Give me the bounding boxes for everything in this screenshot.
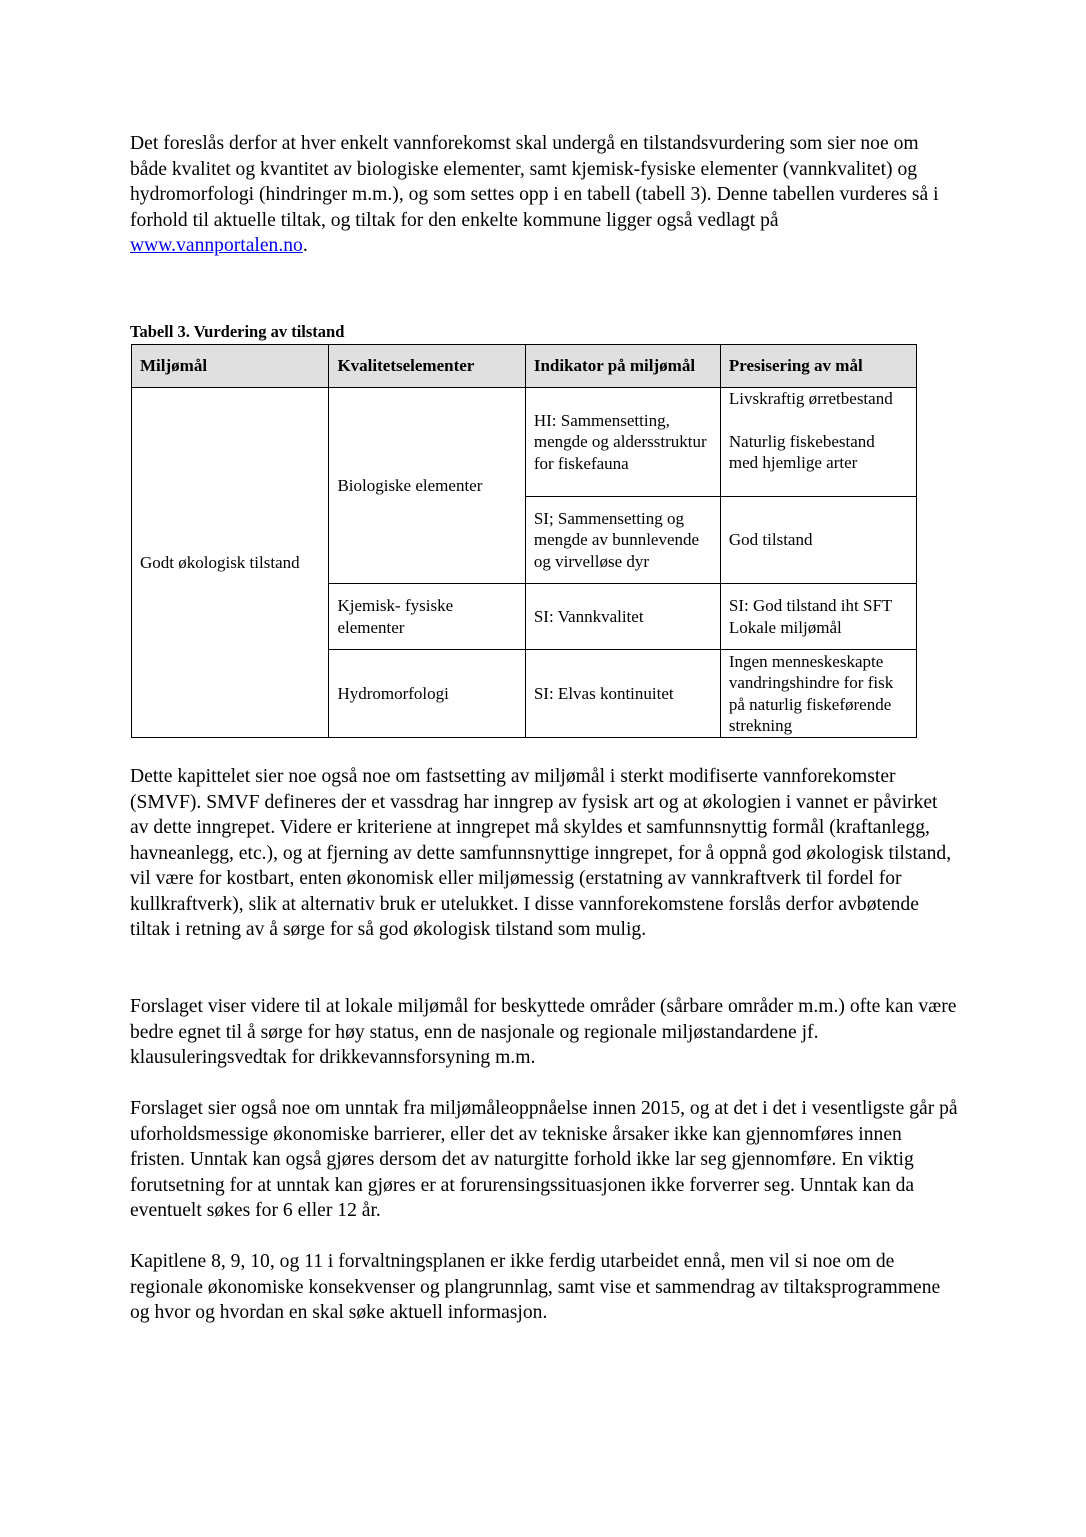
element-chem-cell: Kjemisk- fysiske elementer [329, 584, 525, 650]
exceptions-paragraph: Forslaget sier også noe om unntak fra miljømåleoppnåelse innen 2015, og at det i det i vesentligste går på uforholdsmessige økonomiske barrierer, eller det av tekniske årsaker ikke kan gjennomføres innen fristen. Unntak kan også gjøres dersom det av naturgitte forhold ikke lar seg gjennomføre. En viktig forutsetning for at unntak kan gjøres er at forurensingssituasjonen ikke forverrer seg. Unntak kan da eventuelt søkes for 6 eller 12 år. [130, 1098, 958, 1221]
table-caption: Tabell 3. Vurdering av tilstand [130, 322, 345, 341]
indicator-cell: SI: Vannkvalitet [525, 584, 720, 650]
table-header-row [132, 345, 917, 388]
table-row [132, 388, 917, 497]
header-kvalitetselementer: Kvalitetselementer [329, 345, 525, 388]
intro-paragraph [130, 131, 960, 259]
precision-line: SI: God tilstand iht SFT [728, 596, 893, 615]
precision-cell: Ingen menneskeskapte vandringshindre for fisk på naturlig fiskeførende strekning [720, 650, 916, 738]
precision-cell [720, 388, 916, 497]
intro-text: Det foreslås derfor at hver enkelt vannforekomst skal undergå en tilstandsvurdering som sier noe om både kvalitet og kvantitet av biologiske elementer, samt kjemisk-fysiske elementer (vannkvalitet) og hydromorfologi (hindringer m.m.), og som settes opp i en tabell (tabell 3). Denne tabellen vurderes så i forhold til aktuelle tiltak, og tiltak for den enkelte kommune ligger også vedlagt på [130, 133, 939, 231]
intro-end: . [302, 235, 308, 256]
chapters-paragraph: Kapitlene 8, 9, 10, og 11 i forvaltningsplanen er ikke ferdig utarbeidet ennå, men vil si noe om de regionale økonomiske konsekvenser og plangrunnlag, samt vise et sammendrag av tiltaksprogrammene og hvor og hvordan en skal søke aktuell informasjon. [130, 1251, 941, 1323]
indicator-cell: SI: Elvas kontinuitet [525, 650, 720, 738]
assessment-table [131, 344, 917, 738]
header-presisering: Presisering av mål [720, 345, 916, 388]
element-hydro-cell: Hydromorfologi [329, 650, 525, 738]
precision-line: Lokale miljømål [728, 617, 842, 637]
precision-cell [720, 584, 916, 650]
local-goals-paragraph: Forslaget viser videre til at lokale miljømål for beskyttede områder (sårbare områder m.m.) ofte kan være bedre egnet til å sørge for høy status, enn de nasjonale og regionale miljøstandardene jf. klausuleringsvedtak for drikkevannsforsyning m.m. [130, 996, 957, 1068]
precision-cell: God tilstand [720, 497, 916, 584]
precision-line: Livskraftig ørretbestand [728, 389, 893, 408]
precision-line: Naturlig fiskebestand med hjemlige arter [728, 431, 875, 472]
header-indikator: Indikator på miljømål [525, 345, 720, 388]
header-miljomal: Miljømål [132, 345, 329, 388]
smvf-paragraph: Dette kapittelet sier noe også noe om fastsetting av miljømål i sterkt modifiserte vannforekomster (SMVF). SMVF defineres der et vassdrag har inngrep av fysisk art og at økologien i vannet er påvirket av dette inngrepet. Videre er kriteriene at inngrepet må skyldes et samfunnsnyttig formål (kraftanlegg, havneanlegg, etc.), og at fjerning av dette samfunnsnyttige inngrepet, for å oppnå god økologisk tilstand, vil være for kostbart, enten økonomisk eller miljømessig (erstatning av vannkraftverk til fordel for kullkraftverk), slik at alternativ bruk er utelukket. I disse vannforekomstene forslås derfor avbøtende tiltak i retning av å sørge for så god økologisk tilstand som mulig. [130, 766, 952, 940]
element-bio-cell: Biologiske elementer [329, 388, 525, 584]
goal-cell: Godt økologisk tilstand [132, 388, 329, 738]
vannportalen-link[interactable]: www.vannportalen.no [130, 235, 303, 256]
indicator-cell: SI; Sammensetting og mengde av bunnlevende og virvelløse dyr [525, 497, 720, 584]
indicator-cell: HI: Sammensetting, mengde og aldersstruktur for fiskefauna [525, 388, 720, 497]
